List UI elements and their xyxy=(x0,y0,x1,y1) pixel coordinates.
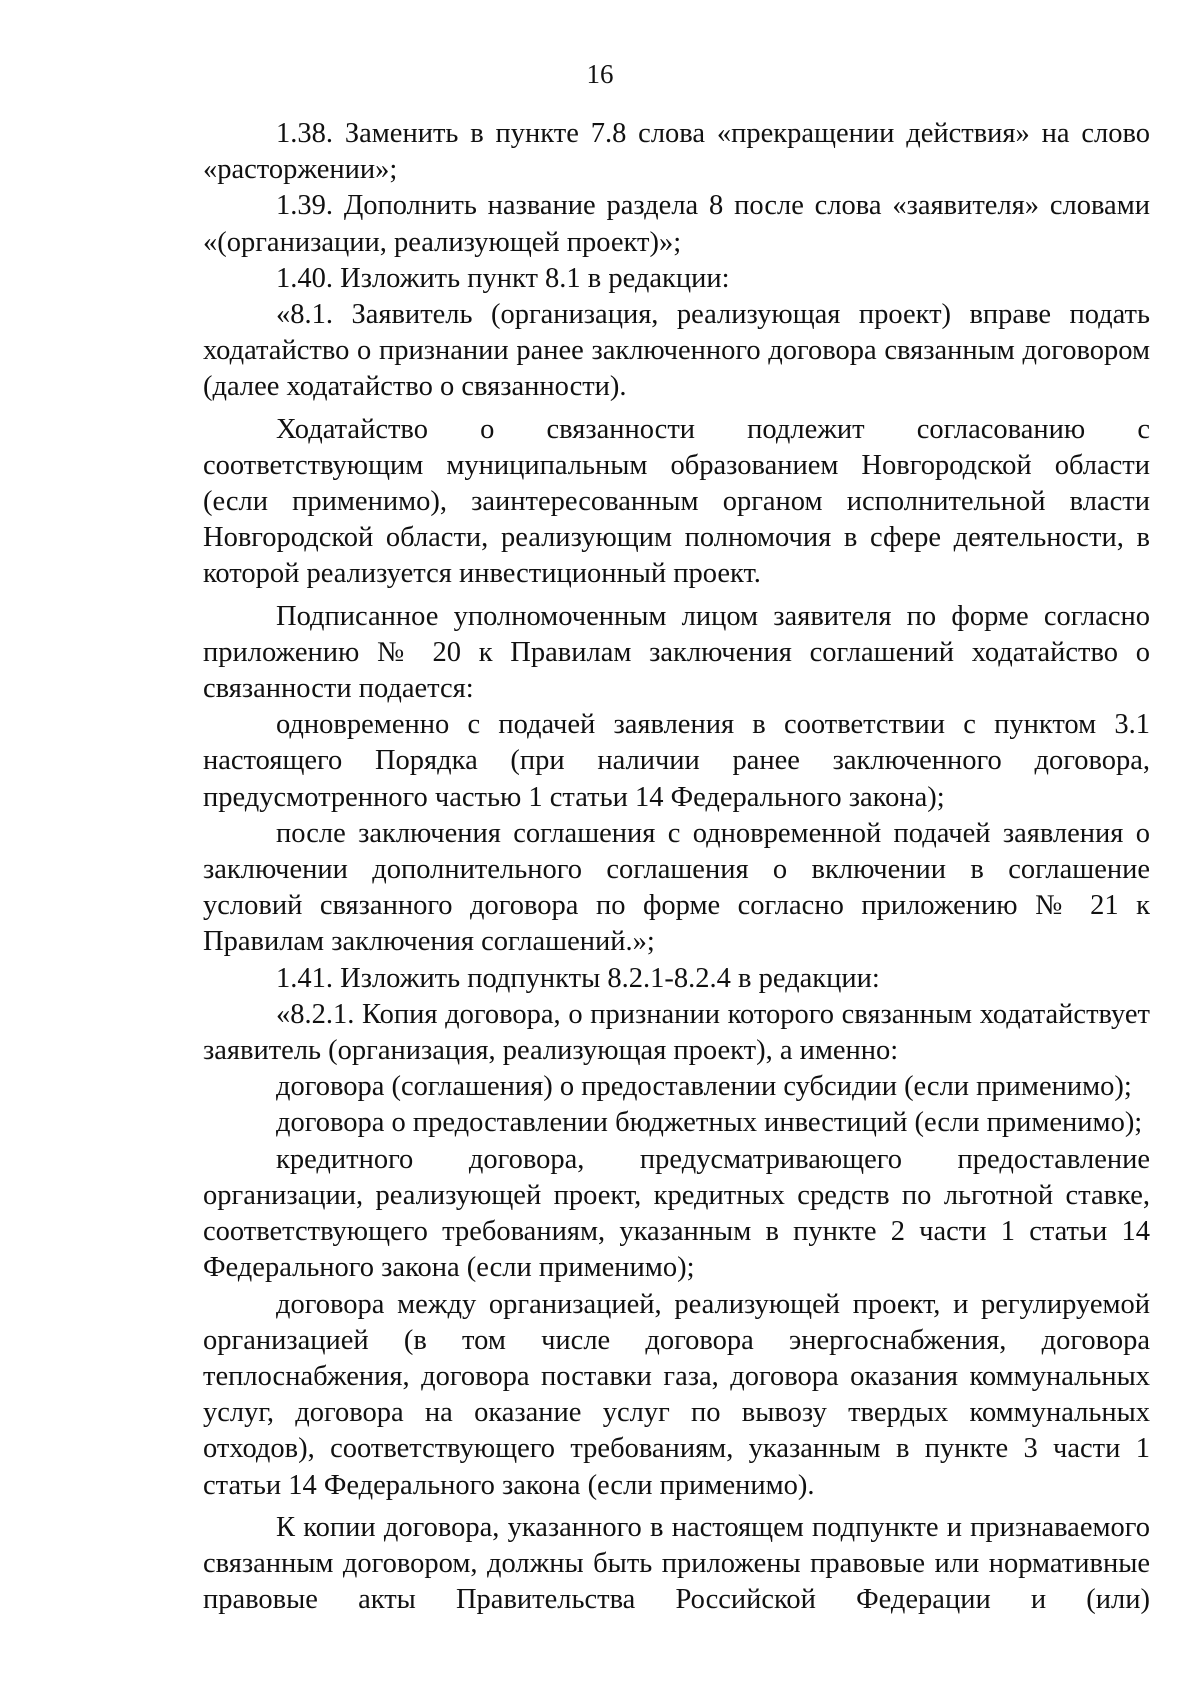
paragraph-1-40: 1.40. Изложить пункт 8.1 в редакции: xyxy=(276,262,730,294)
paragraph-simultaneous-submission: одновременно с подачей заявления в соответствии с пунктом 3.1 настоящего Порядка (при наличии ранее заключенного договора, предусмотренного частью 1 статьи 14 Федерального закона); xyxy=(203,709,1150,813)
paragraph-1-39: 1.39. Дополнить название раздела 8 после слова «заявителя» словами «(организации, реализующей проект)»; xyxy=(203,190,1150,258)
list-item-credit-agreement: кредитного договора, предусматривающего предоставление организации, реализующей проект, кредитных средств по льготной ставке, соответствующего требованиям, указанным в пункте 2 части 1 статьи 14 Федерального закона (если применимо); xyxy=(203,1143,1150,1284)
paragraph-signed-petition: Подписанное уполномоченным лицом заявителя по форме согласно приложению № 20 к Правилам заключения соглашений ходатайство о связанности подается: xyxy=(203,600,1150,705)
paragraph-8-2-1: «8.2.1. Копия договора, о признании которого связанным ходатайствует заявитель (организация, реализующая проект), а именно: xyxy=(203,998,1150,1067)
paragraph-attachments: К копии договора, указанного в настоящем подпункте и признаваемого связанным договором, должны быть приложены правовые или нормативные правовые акты Правительства Российской Федерации и (или) xyxy=(203,1511,1150,1616)
list-item-subsidy: договора (соглашения) о предоставлении субсидии (если применимо); xyxy=(276,1071,1132,1103)
paragraph-8-1: «8.1. Заявитель (организация, реализующая проект) вправе подать ходатайство о признании ранее заключенного договора связанным договором (далее ходатайство о связанности). xyxy=(203,299,1150,403)
document-body xyxy=(203,116,1150,1618)
paragraph-agreement: Ходатайство о связанности подлежит согласованию с соответствующим муниципальным образованием Новгородской области (если применимо), заинтересованным органом исполнительной власти Новгородской области, реализующим полномочия в сфере деятельности, в которой реализуется инвестиционный проект. xyxy=(203,413,1150,590)
page-number: 16 xyxy=(586,59,614,89)
paragraph-1-38: 1.38. Заменить в пункте 7.8 слова «прекращении действия» на слово «расторжении»; xyxy=(203,118,1150,186)
paragraph-after-agreement: после заключения соглашения с одновременной подачей заявления о заключении дополнительного соглашения о включении в соглашение условий связанного договора по форме согласно приложению № 21 к Правилам заключения соглашений.»; xyxy=(203,817,1150,958)
list-item-regulated-organization: договора между организацией, реализующей проект, и регулируемой организацией (в том числе договора энергоснабжения, договора теплоснабжения, договора поставки газа, договора оказания коммунальных услуг, договора на оказание услуг по вывозу твердых коммунальных отходов), соответствующего требованиям, указанным в пункте 3 части 1 статьи 14 Федерального закона (если применимо). xyxy=(203,1288,1150,1501)
paragraph-1-41: 1.41. Изложить подпункты 8.2.1-8.2.4 в редакции: xyxy=(276,962,880,994)
list-item-budget-investments: договора о предоставлении бюджетных инвестиций (если применимо); xyxy=(276,1107,1143,1139)
